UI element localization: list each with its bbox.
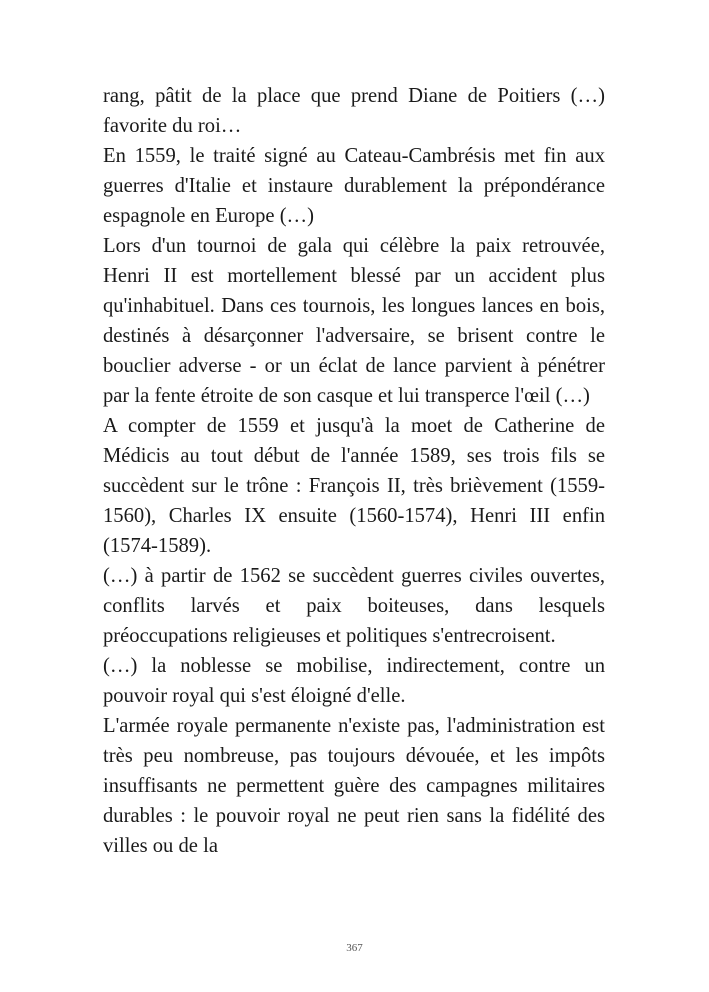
page-number: 367 [346,942,363,954]
paragraph-2: En 1559, le traité signé au Cateau-Cambrésis met fin aux guerres d'Italie et instaure durablement la prépondérance espagnole en Europe (…) [103,145,605,227]
paragraph-1: rang, pâtit de la place que prend Diane de Poitiers (…) favorite du roi… [103,85,605,137]
paragraph-7: L'armée royale permanente n'existe pas, l'administration est très peu nombreuse, pas toujours dévouée, et les impôts insuffisants ne permettent guère des campagnes militaires durables : le pouvoir royal ne peut rien sans la fidélité des villes ou de la [103,715,605,857]
paragraph-5: (…) à partir de 1562 se succèdent guerres civiles ouvertes, conflits larvés et paix boiteuses, dans lesquels préoccupations religieuses et politiques s'entrecroisent. [103,565,605,647]
page-body [103,81,605,861]
paragraph-4: A compter de 1559 et jusqu'à la moet de Catherine de Médicis au tout début de l'année 1589, ses trois fils se succèdent sur le trône : François II, très brièvement (1559-1560), Charles IX ensuite (1560-1574), Henri III enfin (1574-1589). [103,415,605,557]
paragraph-3: Lors d'un tournoi de gala qui célèbre la paix retrouvée, Henri II est mortellement blessé par un accident plus qu'inhabituel. Dans ces tournois, les longues lances en bois, destinés à désarçonner l'adversaire, se brisent contre le bouclier adverse - or un éclat de lance parvient à pénétrer par la fente étroite de son casque et lui transperce l'œil (…) [103,235,605,407]
paragraph-6: (…) la noblesse se mobilise, indirectement, contre un pouvoir royal qui s'est éloigné d'elle. [103,655,605,707]
